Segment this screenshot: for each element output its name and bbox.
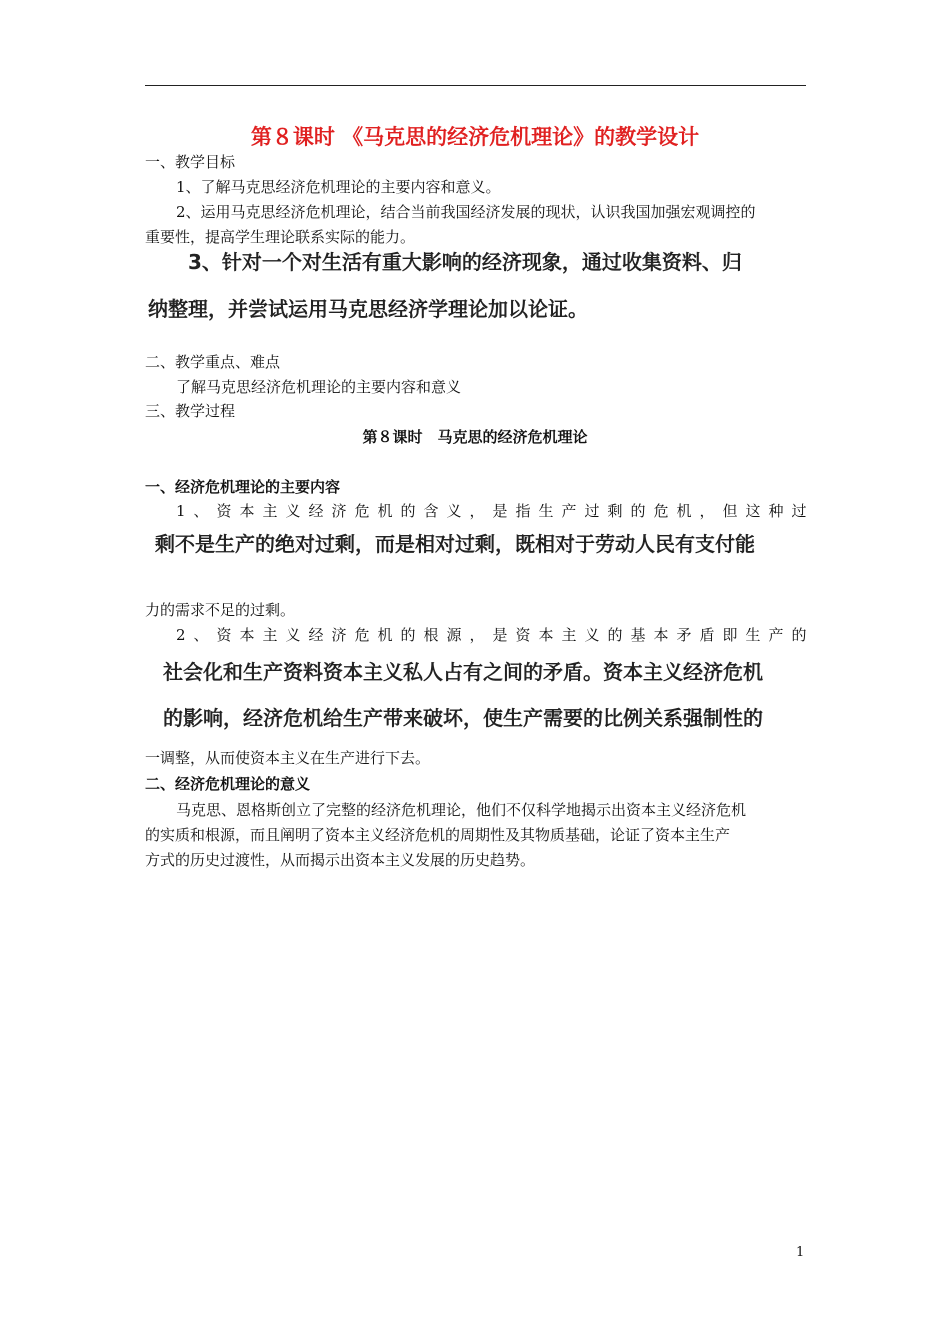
page-number: 1: [796, 1245, 805, 1260]
para-2-line-4: 一调整，从而使资本主义在生产进行下去。: [145, 749, 431, 767]
para-1-line-3: 力的需求不足的过剩。: [145, 601, 296, 619]
header-rule: [145, 85, 806, 86]
section-heading-process: 三、教学过程: [145, 402, 236, 420]
para-2-line-3: 的影响，经济危机给生产带来破坏，使生产需要的比例关系强制性的: [163, 706, 763, 730]
goal-2-line-1: 2、运用马克思经济危机理论，结合当前我国经济发展的现状，认识我国加强宏观调控的: [176, 203, 756, 221]
goal-3-line-2: 纳整理，并尝试运用马克思经济学理论加以论证。: [148, 297, 588, 321]
lesson-subtitle: 第８课时 马克思的经济危机理论: [362, 428, 588, 446]
para-3-line-1: 马克思、恩格斯创立了完整的经济危机理论，他们不仅科学地揭示出资本主义经济危机: [176, 801, 747, 819]
goal-3-line-1: 3、针对一个对生活有重大影响的经济现象，通过收集资料、归: [188, 250, 742, 274]
focus-text: 了解马克思经济危机理论的主要内容和意义: [176, 378, 462, 396]
para-2-line-2: 社会化和生产资料资本主义私人占有之间的矛盾。资本主义经济危机: [163, 660, 763, 684]
para-1-line-1: 1、资本主义经济危机的含义，是指生产过剩的危机，但这种过: [176, 502, 815, 520]
document-title: 第８课时 《马克思的经济危机理论》的教学设计: [250, 125, 700, 149]
para-3-line-2: 的实质和根源，而且阐明了资本主义经济危机的周期性及其物质基础，论证了资本主生产: [145, 826, 731, 844]
para-2-line-1: 2、资本主义经济危机的根源，是资本主义的基本矛盾即生产的: [176, 626, 815, 644]
goal-1: 1、了解马克思经济危机理论的主要内容和意义。: [176, 178, 501, 196]
part-1-heading: 一、经济危机理论的主要内容: [145, 478, 341, 496]
section-heading-goals: 一、教学目标: [145, 153, 236, 171]
goal-2-line-2: 重要性，提高学生理论联系实际的能力。: [145, 228, 416, 246]
para-3-line-3: 方式的历史过渡性，从而揭示出资本主义发展的历史趋势。: [145, 851, 536, 869]
section-heading-focus: 二、教学重点、难点: [145, 353, 281, 371]
para-1-line-2: 剩不是生产的绝对过剩，而是相对过剩，既相对于劳动人民有支付能: [155, 532, 755, 556]
part-2-heading: 二、经济危机理论的意义: [145, 775, 311, 793]
